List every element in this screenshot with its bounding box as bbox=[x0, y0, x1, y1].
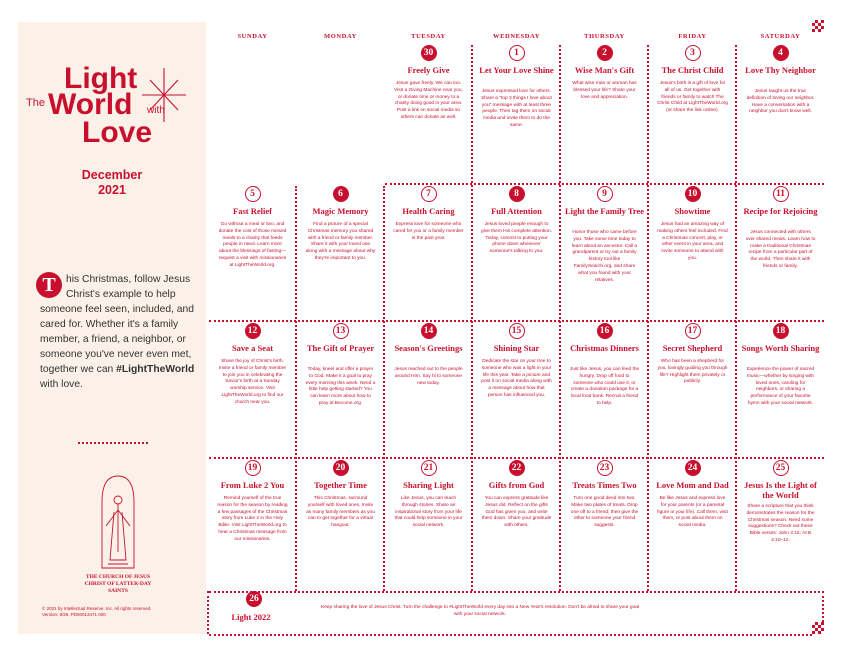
day-title: Health Caring bbox=[402, 206, 455, 216]
day-30 bbox=[385, 45, 472, 187]
year-label: 2021 bbox=[98, 183, 126, 197]
day-text: Share a scripture that you think demonstrates the reason for the Christmas season. Need some suggestions? Check out these Bible verses: John 3:16; Acts 4:10–12. bbox=[746, 504, 815, 543]
day-12 bbox=[209, 323, 296, 460]
day-number: 30 bbox=[421, 45, 437, 61]
day-header-saturday: SATURDAY bbox=[760, 33, 801, 40]
day-header-thursday: THURSDAY bbox=[584, 33, 625, 40]
day-number: 25 bbox=[773, 460, 789, 476]
day-title: Together Time bbox=[314, 480, 367, 490]
day-title: Secret Shepherd bbox=[662, 343, 723, 353]
day-title: Full Attention bbox=[491, 206, 542, 216]
day-number: 11 bbox=[773, 186, 789, 202]
day-4 bbox=[737, 45, 824, 187]
grid-border-right bbox=[822, 591, 824, 622]
day-text: This Christmas, surround yourself with loved ones. Invite as many family members as you can to get together for a virtual hangout. bbox=[306, 496, 375, 529]
copyright-line2: Version: 9/26. PD60013471 000 bbox=[42, 612, 106, 617]
day-text: What wise man or woman has blessed your life? Share your love and appreciation. bbox=[572, 81, 637, 100]
logo-word-with: with bbox=[147, 105, 165, 116]
day-5 bbox=[209, 186, 296, 323]
day-number: 16 bbox=[597, 323, 613, 339]
day-title: From Luke 2 You bbox=[220, 480, 285, 490]
day-text: Jesus loved people enough to give them His complete attention. Today, commit to putting your phone down whenever someone's talking to you. bbox=[481, 222, 552, 255]
christus-statue-icon bbox=[88, 472, 148, 572]
day-title: Gifts from God bbox=[488, 480, 545, 490]
day-text: Express love for someone who cared for you or a family member in the past year. bbox=[393, 222, 464, 241]
day-title: Showtime bbox=[674, 206, 711, 216]
day-21 bbox=[385, 460, 472, 591]
month-year bbox=[18, 168, 206, 198]
day-title: Recipe for Rejoicing bbox=[743, 206, 818, 216]
day-title: Songs Worth Sharing bbox=[741, 343, 820, 353]
day-text: Turn one good deed into two. Make two plates of treats. Drop one off to a friend; then give the other to someone your friend suggests. bbox=[570, 496, 639, 529]
star-icon bbox=[142, 68, 186, 122]
day-title: Let Your Love Shine bbox=[479, 65, 554, 75]
day-text: Jesus's birth is a gift of love for all of us. Get together with friends or family to watch The Christ Child at LightTheWorld.org (or share the link online). bbox=[657, 81, 728, 114]
day-number: 23 bbox=[597, 460, 613, 476]
day-title: Wise Man's Gift bbox=[574, 65, 635, 75]
day-title: Magic Memory bbox=[312, 206, 369, 216]
day-number: 21 bbox=[421, 460, 437, 476]
day-3 bbox=[649, 45, 736, 187]
day-number: 9 bbox=[597, 186, 613, 202]
day-title: Love Thy Neighbor bbox=[745, 65, 816, 75]
day-text: Like Jesus, you can teach through stories. Share an inspirational story from your life that could help someone in your social network. bbox=[394, 496, 463, 529]
day-title: Jesus Is the Light of the World bbox=[744, 480, 817, 500]
day-text: Go without a meal or two, and donate the cost of those missed meals to a charity that feeds people in need. Learn more about the blessings of fasting—request a visit with missionaries at LightTheWorld.org. bbox=[218, 222, 287, 268]
day-number: 12 bbox=[245, 323, 261, 339]
day-15 bbox=[473, 323, 560, 460]
day-number: 18 bbox=[773, 323, 789, 339]
day-text: Jesus gave freely. We can too. Visit a Giving Machine near you, or donate time or money to a charity doing good in your area. Post a link on social media so others can donate as well. bbox=[394, 81, 463, 120]
day-title: Light 2022 bbox=[231, 612, 271, 622]
logo-word-light: Light bbox=[64, 62, 138, 95]
grid-border-left bbox=[207, 591, 209, 634]
day-9 bbox=[561, 186, 648, 323]
day-8 bbox=[473, 186, 560, 323]
day-text: Jesus taught us the true definition of loving our neighbor. Have a conversation with a neighbor you don't know well. bbox=[746, 89, 815, 115]
day-number: 10 bbox=[685, 186, 701, 202]
light-the-world-logo bbox=[26, 62, 204, 174]
day-text: Today, kneel and offer a prayer to God. Make it a goal to pray every morning this week. Need a little help getting started? You can learn more about how to pray at Become.org. bbox=[305, 367, 376, 406]
day-header-wednesday: WEDNESDAY bbox=[492, 33, 541, 40]
day-17 bbox=[649, 323, 736, 460]
day-number: 3 bbox=[685, 45, 701, 61]
day-number: 19 bbox=[245, 460, 261, 476]
sidebar-divider bbox=[78, 442, 148, 444]
intro-hashtag: #LightTheWorld bbox=[116, 364, 195, 375]
day-title: Light the Family Tree bbox=[564, 206, 645, 216]
day-text: Keep sharing the love of Jesus Christ. Turn the challenge to #LightTheWorld every day into a New Year's resolution. Don't be afraid to share your goal with your social network. bbox=[321, 605, 639, 617]
day-number: 8 bbox=[509, 186, 525, 202]
day-14 bbox=[385, 323, 472, 460]
logo-word-the: The bbox=[26, 97, 45, 109]
day-text: Experience the power of sacred music—whether by singing with loved ones, caroling for neighbors, or sharing a performance of your favorite hymn with your social network. bbox=[746, 367, 815, 406]
day-title: The Christ Child bbox=[661, 65, 724, 75]
copyright bbox=[42, 606, 202, 618]
day-26 bbox=[243, 591, 265, 609]
day-number: 26 bbox=[246, 591, 262, 607]
day-6 bbox=[297, 186, 384, 323]
day-number: 15 bbox=[509, 323, 525, 339]
day-text: You can express gratitude like Jesus did. Reflect on the gifts God has given you, and write them down. Share your gratitude with others. bbox=[481, 496, 552, 529]
day-header-sunday: SUNDAY bbox=[237, 33, 268, 40]
day-header-friday: FRIDAY bbox=[678, 33, 707, 40]
copyright-line1: © 2021 by Intellectual Reserve, Inc. All rights reserved. bbox=[42, 606, 152, 611]
day-title: The Gift of Prayer bbox=[306, 343, 375, 353]
day-title: Shining Star bbox=[493, 343, 540, 353]
day-18 bbox=[737, 323, 824, 460]
day-10 bbox=[649, 186, 736, 323]
day-19 bbox=[209, 460, 296, 591]
day-header-monday: MONDAY bbox=[324, 33, 357, 40]
month-label: December bbox=[81, 168, 143, 182]
day-25 bbox=[737, 460, 824, 591]
grid-divider-horizontal bbox=[209, 591, 824, 593]
logo-word-world: World bbox=[48, 88, 133, 121]
intro-end: with love. bbox=[40, 379, 83, 390]
day-11 bbox=[737, 186, 824, 323]
day-text: Be like Jesus and express love for your parents (or a parental figure in your life). Call them, visit them, or post about them on social media. bbox=[657, 496, 728, 529]
day-text: Remind yourself of the true reason for the season by reading a few passages of the Christmas story from Luke 2 in the Holy Bible. Visit LightTheWorld.org to hear a Christmas message from our missionaries. bbox=[217, 496, 288, 542]
day-title: Treats Times Two bbox=[572, 480, 637, 490]
day-number: 13 bbox=[333, 323, 349, 339]
day-number: 14 bbox=[421, 323, 437, 339]
logo-word-love: Love bbox=[82, 116, 153, 149]
corner-checker-top-right bbox=[812, 20, 824, 32]
day-number: 2 bbox=[597, 45, 613, 61]
day-number: 1 bbox=[509, 45, 525, 61]
day-title: Save a Seat bbox=[231, 343, 274, 353]
day-23 bbox=[561, 460, 648, 591]
corner-checker-bottom-right bbox=[812, 622, 824, 634]
day-text: Jesus reached out to the people around Him. Say hi to someone new today. bbox=[394, 367, 463, 386]
day-number: 4 bbox=[773, 45, 789, 61]
day-24 bbox=[649, 460, 736, 591]
day-text: Share the joy of Christ's birth. Invite a friend or family member to join you in celebrating the Savior's birth at a Sunday worship service. Visit LightTheWorld.org to find our church near you. bbox=[218, 359, 287, 405]
day-title: Christmas Dinners bbox=[570, 343, 639, 353]
day-header-tuesday: TUESDAY bbox=[411, 33, 446, 40]
day-text: Honor those who came before you. Take some time today to learn about an ancestor. Call a grandparent or try out a family history tool like FamilySearch.org, and share what you found with your relatives. bbox=[571, 230, 638, 283]
day-title: Love Mom and Dad bbox=[656, 480, 729, 490]
grid-divider-horizontal bbox=[209, 634, 812, 636]
day-number: 5 bbox=[245, 186, 261, 202]
day-number: 20 bbox=[333, 460, 349, 476]
day-16 bbox=[561, 323, 648, 460]
day-title: Freely Give bbox=[407, 65, 450, 75]
drop-cap: T bbox=[36, 272, 62, 298]
day-title: Sharing Light bbox=[403, 480, 454, 490]
day-title: Fast Relief bbox=[233, 206, 272, 216]
church-name: THE CHURCH OF JESUS CHRIST OF LATTER-DAY SAINTS bbox=[84, 574, 152, 594]
day-22 bbox=[473, 460, 560, 591]
day-text: Jesus had an amazing way of making others feel included. Find a Christmas concert, play, or other event in your area, and invite someone to attend with you. bbox=[657, 222, 728, 261]
day-7 bbox=[385, 186, 472, 323]
day-title: Season's Greetings bbox=[394, 343, 463, 353]
day-text: Dedicate the star on your tree to someone who was a light in your life this year. Take a picture and post it on social media along with a message about how that person has influenced you. bbox=[481, 359, 552, 398]
day-text: Find a picture of a special Christmas memory you shared with a friend or family member. Share it with your loved one along with a message about why they're important to you. bbox=[305, 222, 376, 261]
church-logo bbox=[84, 472, 152, 607]
day-text: Jesus expressed love for others. Share a "top 3 things I love about you" message with at least three people. Then tag them on social media and invite them to do the same. bbox=[481, 89, 552, 128]
day-text: Just like Jesus, you can feed the hungry. Drop off food to someone who could use it, or create a donation package for a local food bank. Recruit a friend to help. bbox=[569, 367, 640, 406]
day-number: 6 bbox=[333, 186, 349, 202]
day-text: Who has been a shepherd for you, lovingly guiding you through life? Highlight them privately or publicly. bbox=[657, 359, 728, 385]
day-number: 22 bbox=[509, 460, 525, 476]
day-text: Jesus connected with others over shared meals. Learn how to make a traditional Christmas recipe from a particular part of the world. Then share it with friends or family. bbox=[745, 230, 816, 269]
day-1 bbox=[473, 45, 560, 187]
intro-paragraph bbox=[40, 272, 200, 392]
day-number: 24 bbox=[685, 460, 701, 476]
day-number: 7 bbox=[421, 186, 437, 202]
day-number: 17 bbox=[685, 323, 701, 339]
day-20 bbox=[297, 460, 384, 591]
day-2 bbox=[561, 45, 648, 187]
day-13 bbox=[297, 323, 384, 460]
intro-text: his Christmas, follow Jesus Christ's example to help someone feel seen, included, and cared for. Whether it's a family member, a friend, a neighbor, or someone you've never even met, together we can bbox=[40, 274, 194, 375]
sidebar bbox=[18, 22, 206, 634]
